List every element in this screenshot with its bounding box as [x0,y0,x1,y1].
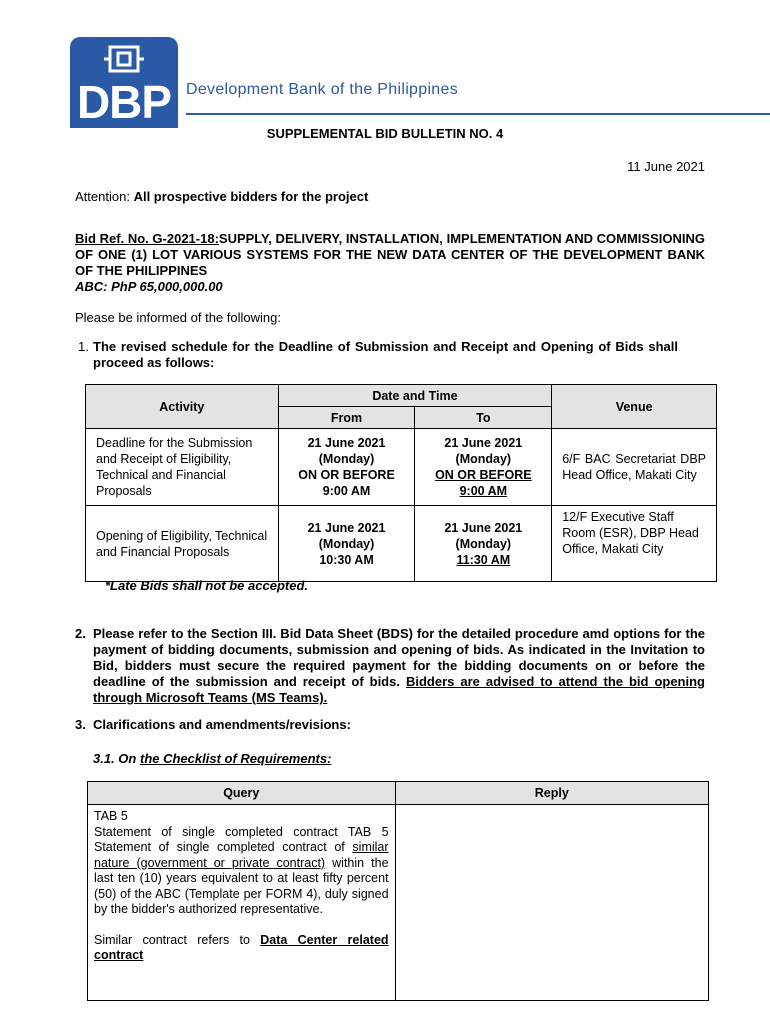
schedule-table [85,384,717,582]
query-underlined: similar nature (government or private contract) [94,840,389,870]
header-query: Query [88,782,396,805]
header-date-time: Date and Time [278,385,552,407]
late-bids-note: *Late Bids shall not be accepted. [105,578,308,593]
table-row [86,429,717,506]
row-to [415,429,552,506]
from-date: 21 June 2021 [307,520,386,535]
header-from: From [278,407,415,429]
row-activity: Deadline for the Submission and Receipt of Eligibility, Technical and Financial Proposals [86,429,279,506]
row-venue: 12/F Executive Staff Room (ESR), DBP Head Office, Makati City [552,506,717,582]
query-cell [88,805,396,1001]
from-day: (Monday) [318,536,375,551]
header-reply: Reply [395,782,708,805]
item-1-text: The revised schedule for the Deadline of Submission and Receipt and Opening of Bids shall proceed as follows: [93,339,678,370]
item-1-number: 1. [78,339,89,354]
to-day: (Monday) [455,452,512,466]
to-time: 9:00 AM [459,484,508,498]
item-3-1-text: the Checklist of Requirements: [139,751,332,766]
to-date: 21 June 2021 [444,520,523,535]
abc-amount: ABC: PhP 65,000,000.00 [75,279,223,294]
attention-line [75,189,368,204]
item-2-number: 2. [75,626,86,641]
item-3-text: Clarifications and amendments/revisions: [93,717,351,732]
item-3 [75,717,705,733]
from-condition: ON OR BEFORE [298,468,395,482]
page-title: SUPPLEMENTAL BID BULLETIN NO. 4 [266,126,504,141]
query-similar-bold: Data Center related contract [94,932,389,962]
query-tab: TAB 5 [94,809,128,823]
to-condition: ON OR BEFORE [435,468,532,482]
from-date: 21 June 2021 [307,436,386,450]
row-from [278,429,415,506]
query-similar [94,933,389,964]
table-row [88,805,709,1001]
item-3-1 [93,751,331,767]
header-activity: Activity [86,385,279,429]
informed-line: Please be informed of the following: [75,310,281,325]
bid-reference [75,231,705,279]
row-venue: 6/F BAC Secretariat DBP Head Office, Makati City [552,429,717,506]
item-2-body [75,626,705,706]
to-time: 11:30 AM [456,552,511,567]
row-activity: Opening of Eligibility, Technical and Financial Proposals [86,506,279,582]
to-day: (Monday) [455,536,512,551]
row-to [415,506,552,582]
query-body [94,825,389,918]
to-date: 21 June 2021 [444,436,523,450]
header-divider [186,113,770,115]
query-similar-text: Similar contract refers to [94,932,250,947]
query-line-1: Statement of single completed contract TAB 5 Statement of single completed contract of [94,824,389,854]
item-2 [75,626,705,706]
from-day: (Monday) [318,452,375,466]
item-2-ms-teams-note: Bidders are advised to attend the bid opening through Microsoft Teams (MS Teams). [93,674,705,705]
from-time: 9:00 AM [322,484,371,498]
reply-cell [395,805,708,1001]
query-line-2: within the last ten (10) years equivalent to at least fifty percent (50) of the ABC (Template per FORM 4), duly signed by the bidder's authorized representative. [94,855,389,916]
item-3-1-number: 3.1. On [93,751,137,766]
dbp-emblem-icon [104,43,144,75]
item-3-number: 3. [75,717,86,732]
attention-value: All prospective bidders for the project [133,189,369,204]
header-to: To [415,407,552,429]
table-row [86,506,717,582]
row-from [278,506,415,582]
item-2-text: Please refer to the Section III. Bid Data Sheet (BDS) for the detailed procedure amd options for the payment of bidding documents, submission and opening of bids. As indicated in the Invitation to Bid, bidders must secure the required payment for the bidding documents on or before the deadline of the submission and receipt of bids. [93,626,705,689]
item-1 [78,339,678,371]
document-date: 11 June 2021 [627,159,705,174]
bank-name: Development Bank of the Philippines [186,81,458,98]
bid-ref-text: SUPPLY, DELIVERY, INSTALLATION, IMPLEMENTATION AND COMMISSIONING OF ONE (1) LOT VARIOUS SYSTEMS FOR THE NEW DATA CENTER OF THE DEVELOPMENT BANK OF THE PHILIPPINES [75,231,705,278]
header-venue: Venue [552,385,717,429]
logo-text: DBP [76,76,172,128]
attention-label: Attention: [75,189,130,204]
from-time: 10:30 AM [319,552,374,567]
query-reply-table [87,781,709,1001]
bid-ref-label: Bid Ref. No. G-2021-18: [75,231,219,246]
